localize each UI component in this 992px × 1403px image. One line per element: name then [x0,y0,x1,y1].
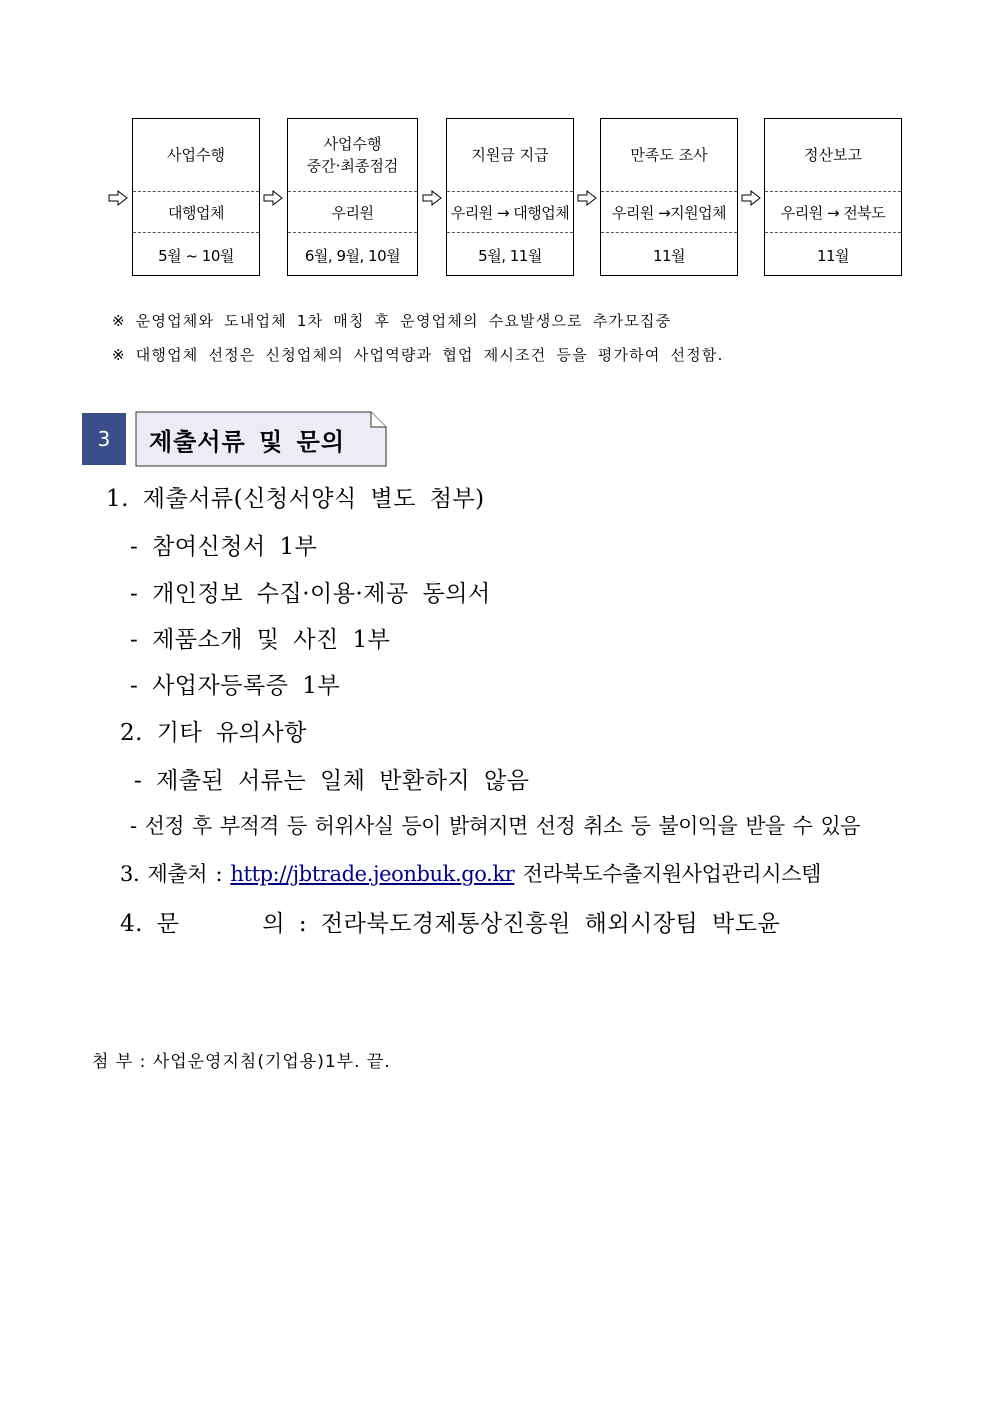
flow-step-2 [287,118,418,276]
arrow-right-icon [577,190,597,206]
flow-step-who: 대행업체 [133,191,259,232]
doc-item: - 참여신청서 1부 [130,534,318,560]
attachment-line: 첨 부 : 사업운영지침(기업용)1부. 끝. [92,1052,391,1072]
flow-step-4 [600,118,738,276]
flow-step-who: 우리원 [288,191,417,232]
notice-item: - 선정 후 부적격 등 허위사실 등이 밝혀지면 선정 취소 등 불이익을 받을 수 있음 [130,814,860,838]
arrow-right-icon [422,190,442,206]
notice-item: - 제출된 서류는 일체 반환하지 않음 [134,768,530,794]
flow-step-who: 우리원 →지원업체 [601,191,737,232]
flow-step-title: 사업수행 중간·최종점검 [306,135,399,175]
flow-step-when: 5월 ~ 10월 [133,232,259,277]
section-number: 3 [82,413,126,465]
flow-step-1 [132,118,260,276]
flow-step-when: 6월, 9월, 10월 [288,232,417,277]
submit-label: 3. 제출처 : [120,862,231,886]
flow-step-title: 지원금 지급 [471,146,549,164]
arrow-right-icon [108,190,128,206]
doc-item: - 사업자등록증 1부 [130,673,341,699]
arrow-right-icon [741,190,761,206]
flow-step-title: 정산보고 [804,146,862,164]
flow-step-title: 사업수행 [167,146,225,164]
section-title: 제출서류 및 문의 [149,427,345,456]
doc-item: - 제품소개 및 사진 1부 [130,627,391,653]
flow-step-who: 우리원 → 대행업체 [447,191,573,232]
submit-line [120,858,821,888]
arrow-right-icon [263,190,283,206]
submit-link[interactable]: http://jbtrade.jeonbuk.go.kr [230,862,515,886]
flow-step-when: 11월 [765,232,901,277]
notice-heading: 2. 기타 유의사항 [120,720,307,746]
flow-step-when: 11월 [601,232,737,277]
note-line: ※ 운영업체와 도내업체 1차 매칭 후 운영업체의 수요발생으로 추가모집중 [112,312,672,330]
flow-step-who: 우리원 → 전북도 [765,191,901,232]
note-line: ※ 대행업체 선정은 신청업체의 사업역량과 협업 제시조건 등을 평가하여 선정함. [112,346,724,364]
section-title-box [135,411,387,467]
submit-suffix: 전라북도수출지원사업관리시스템 [514,862,821,886]
flow-step-title: 만족도 조사 [630,146,708,164]
doc-item: - 개인정보 수집·이용·제공 동의서 [130,581,491,607]
docs-heading: 1. 제출서류(신청서양식 별도 첨부) [106,486,485,512]
flow-step-5 [764,118,902,276]
flow-step-3 [446,118,574,276]
process-flow [0,118,992,278]
flow-step-when: 5월, 11월 [447,232,573,277]
contact-line: 4. 문 의 : 전라북도경제통상진흥원 해외시장팀 박도윤 [120,911,781,937]
